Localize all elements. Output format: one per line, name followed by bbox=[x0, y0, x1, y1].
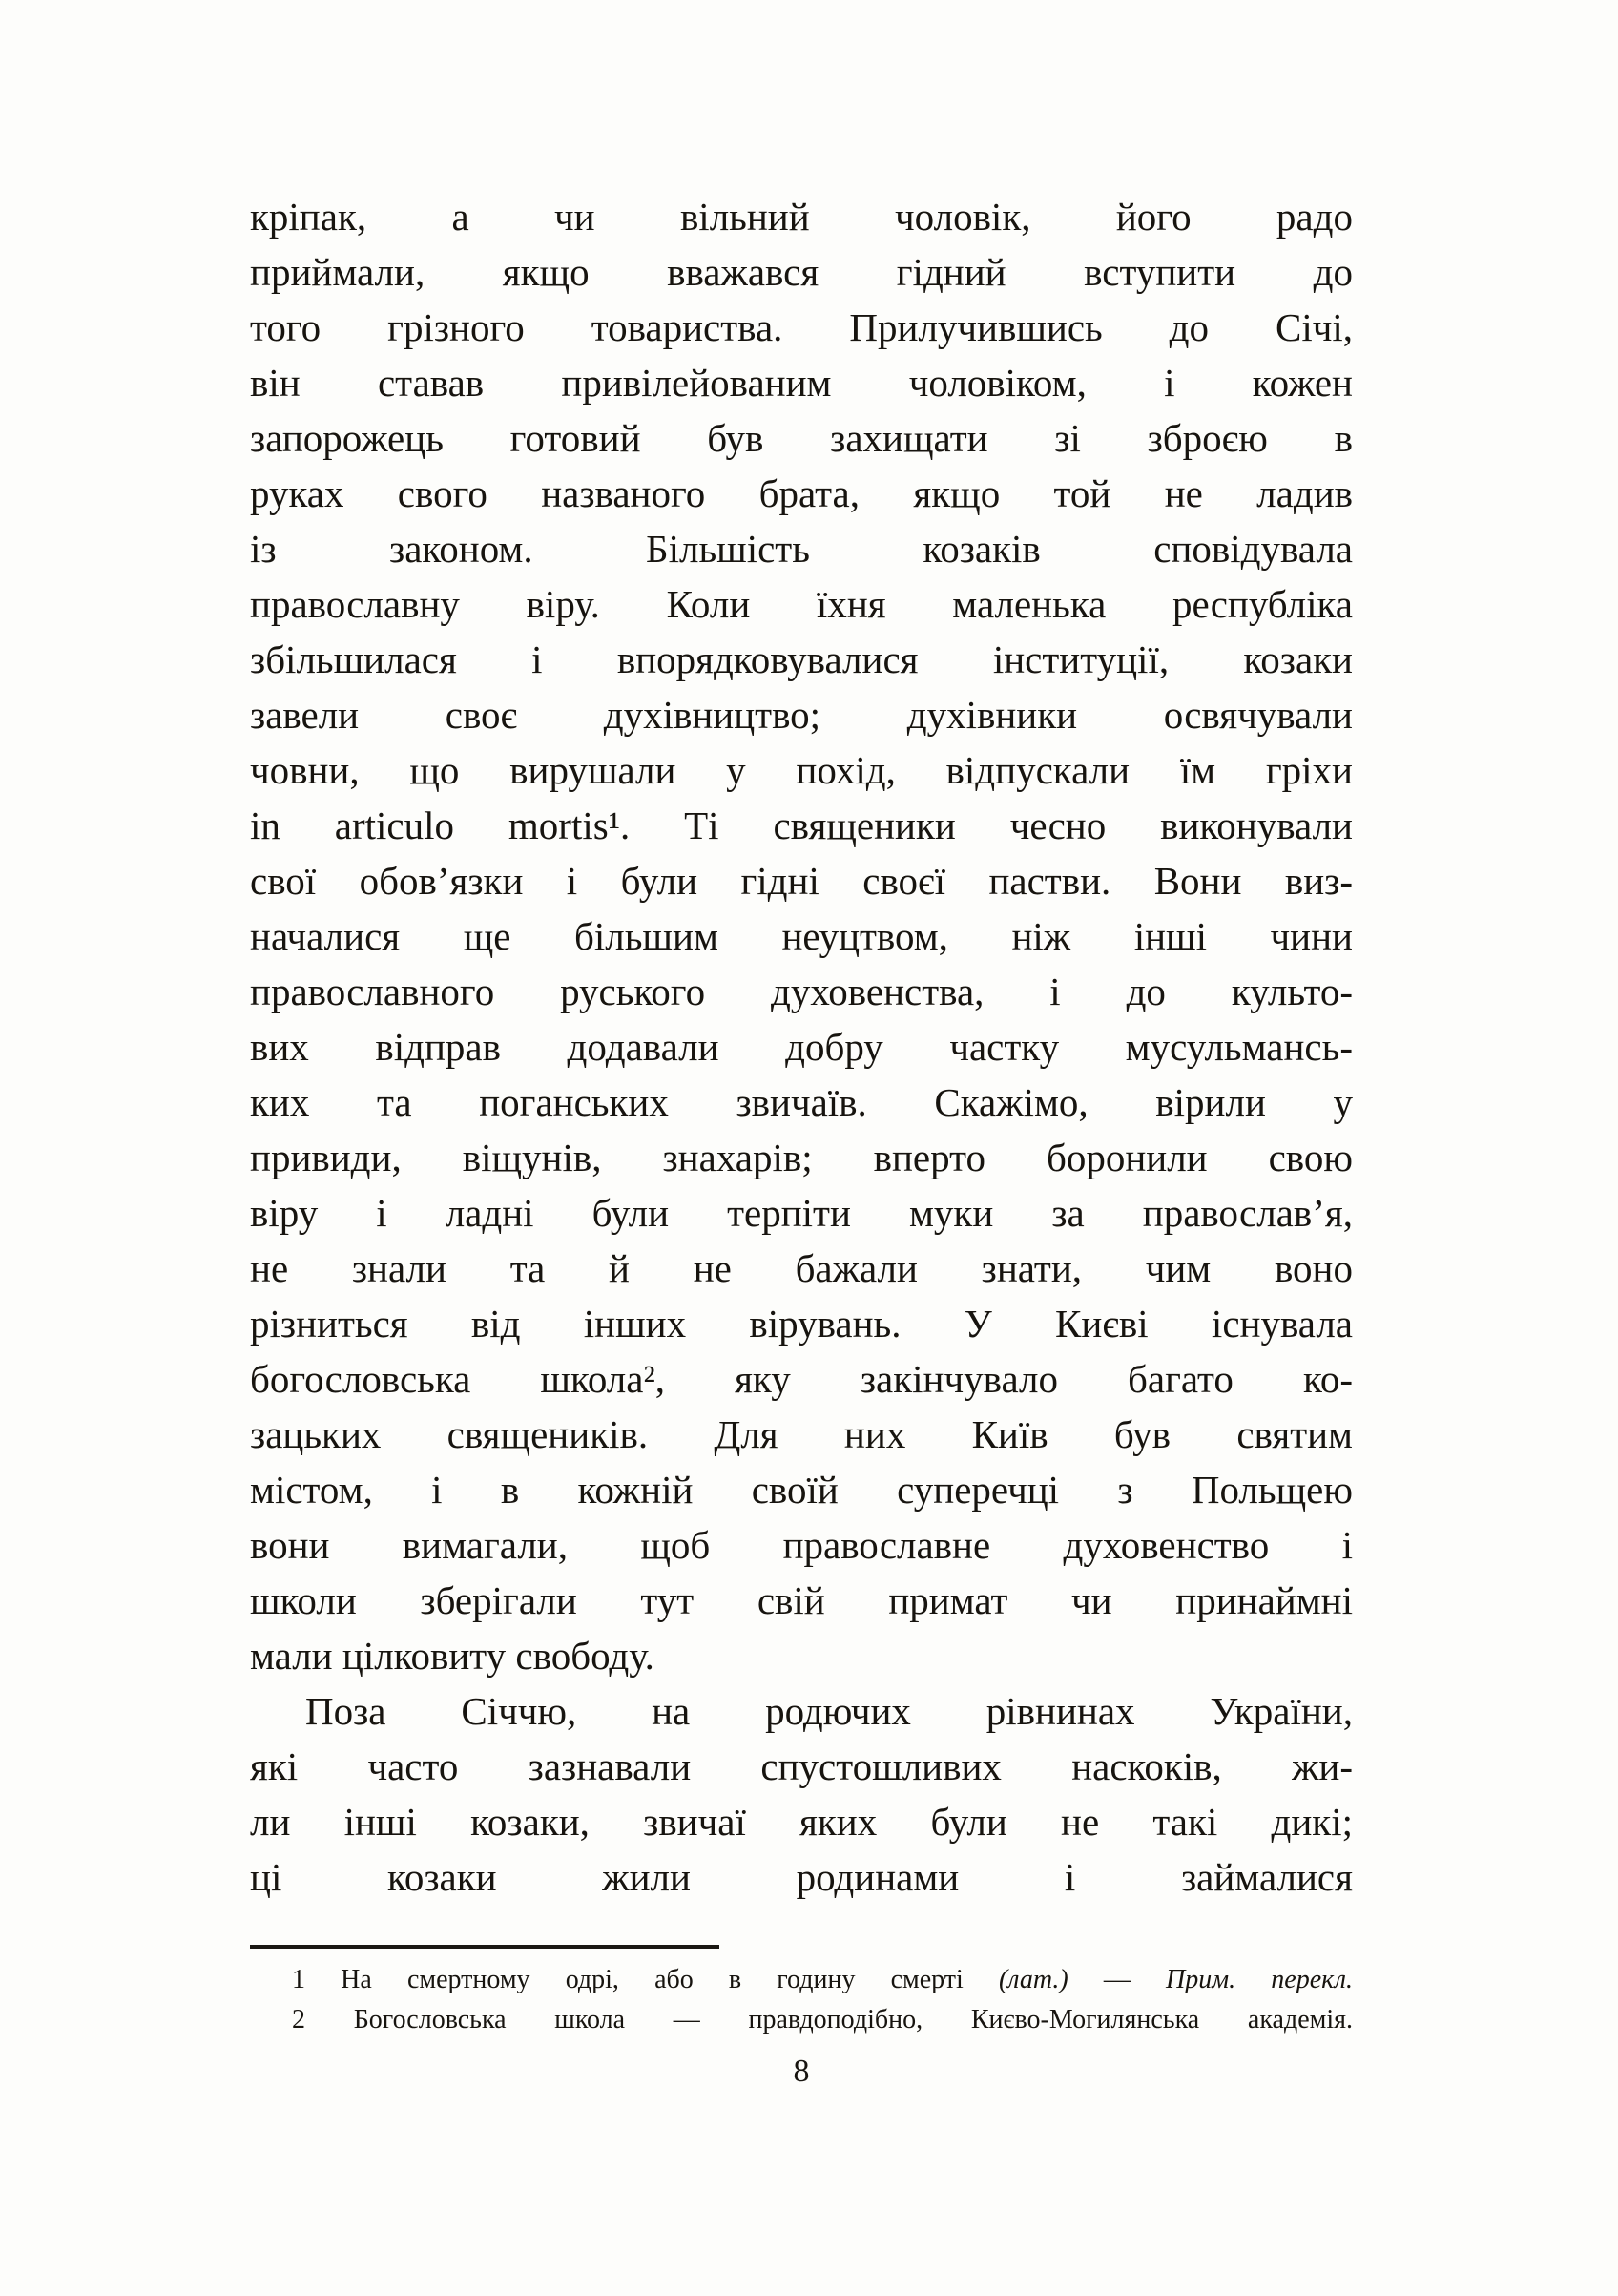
text-line: привиди, віщунів, знахарів; вперто боронили свою bbox=[250, 1136, 1353, 1179]
text-line: човни, що вирушали у похід, відпускали їм гріхи bbox=[250, 748, 1353, 792]
text-line: завели своє духівництво; духівники освячували bbox=[250, 693, 1353, 737]
text-line: мали цілковиту свободу. bbox=[250, 1634, 654, 1678]
footnote-italic-text: (лат.) bbox=[998, 1965, 1068, 1994]
text-line: вони вимагали, щоб православне духовенство і bbox=[250, 1523, 1353, 1567]
footnote-text: — bbox=[1068, 1965, 1167, 1994]
text-line: ці козаки жили родинами і займалися bbox=[250, 1855, 1353, 1899]
text-line: ли інші козаки, звичаї яких були не такі дикі; bbox=[250, 1800, 1353, 1844]
footnote-block bbox=[250, 1945, 1353, 2040]
footnote-italic-text: Прим. перекл. bbox=[1166, 1965, 1354, 1994]
text-line: запорожець готовий був захищати зі зброєю в bbox=[250, 416, 1353, 460]
text-line: він ставав привілейованим чоловіком, і кожен bbox=[250, 361, 1353, 405]
text-line: in articulo mortis¹. Ті священики чесно виконували bbox=[250, 804, 1353, 847]
body-text bbox=[250, 189, 1353, 1905]
text-line: вих відправ додавали добру частку мусульмансь- bbox=[250, 1025, 1353, 1069]
footnote bbox=[250, 1960, 1353, 2000]
text-line: ких та поганських звичаїв. Скажімо, вірили у bbox=[250, 1080, 1353, 1124]
footnote bbox=[250, 2000, 1353, 2040]
text-line: збільшилася і впорядковувалися інституції, козаки bbox=[250, 637, 1353, 681]
text-line: містом, і в кожній своїй суперечці з Польщею bbox=[250, 1468, 1353, 1512]
text-line: Поза Січчю, на родючих рівнинах України, bbox=[305, 1689, 1353, 1733]
footnote-divider bbox=[250, 1945, 719, 1949]
text-line: приймали, якщо вважався гідний вступити до bbox=[250, 250, 1353, 294]
text-line: кріпак, а чи вільний чоловік, його радо bbox=[250, 195, 1353, 239]
text-line: свої обов’язки і були гідні своєї пастви. Вони виз- bbox=[250, 859, 1353, 903]
footnote-text: 2 Богословська школа — правдоподібно, Києво-Могилянська академія. bbox=[292, 2005, 1353, 2035]
text-line: різниться від інших вірувань. У Києві існувала bbox=[250, 1302, 1353, 1346]
text-line: школи зберігали тут свій примат чи принаймні bbox=[250, 1578, 1353, 1622]
text-line: не знали та й не бажали знати, чим воно bbox=[250, 1246, 1353, 1290]
text-line: того грізного товариства. Прилучившись до Січі, bbox=[250, 305, 1353, 349]
text-line: віру і ладні були терпіти муки за православ’я, bbox=[250, 1191, 1353, 1235]
text-line: православну віру. Коли їхня маленька республіка bbox=[250, 582, 1353, 626]
footnote-text: 1 На смертному одрі, або в годину смерті bbox=[292, 1965, 999, 1994]
text-line: які часто зазнавали спустошливих наскоків, жи- bbox=[250, 1744, 1353, 1788]
text-line: богословська школа², яку закінчувало багато ко- bbox=[250, 1357, 1353, 1401]
text-line: руках свого названого брата, якщо той не ладив bbox=[250, 471, 1353, 515]
text-line: зацьких священиків. Для них Київ був святим bbox=[250, 1412, 1353, 1456]
text-line: началися ще більшим неуцтвом, ніж інші чини bbox=[250, 914, 1353, 958]
text-line: із законом. Більшість козаків сповідувала bbox=[250, 527, 1353, 571]
paragraph bbox=[250, 189, 1353, 1683]
paragraph bbox=[250, 1683, 1353, 1905]
footnote-list bbox=[250, 1960, 1353, 2040]
text-line: православного руського духовенства, і до культо- bbox=[250, 970, 1353, 1013]
page-number: 8 bbox=[793, 2054, 810, 2089]
